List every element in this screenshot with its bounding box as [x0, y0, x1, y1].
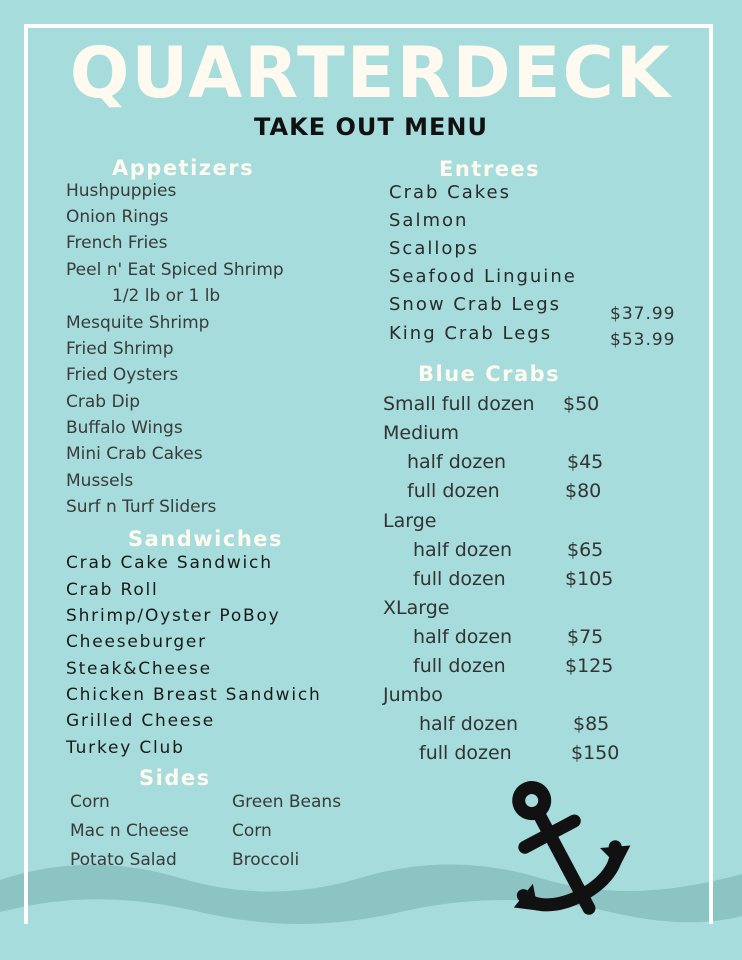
crab-full-label: full dozen: [413, 655, 506, 677]
appetizer-item-note: 1/2 lb or 1 lb: [112, 286, 221, 306]
crab-half-label: half dozen: [419, 713, 519, 735]
crab-small-price: $50: [563, 393, 600, 415]
crab-half-price: $45: [567, 451, 604, 473]
entree-item: Salmon: [389, 210, 469, 231]
appetizer-item: Crab Dip: [66, 392, 141, 412]
entree-price: $37.99: [610, 304, 676, 324]
side-item: Potato Salad: [70, 850, 177, 870]
appetizer-item: Surf n Turf Sliders: [66, 497, 217, 517]
appetizer-item: Mini Crab Cakes: [66, 444, 203, 464]
entree-item: Scallops: [389, 238, 480, 259]
crab-half-price: $65: [567, 539, 604, 561]
side-item: Mac n Cheese: [70, 821, 189, 841]
crab-half-label: half dozen: [413, 626, 513, 648]
entree-item: Snow Crab Legs: [389, 294, 562, 315]
sandwich-item: Crab Roll: [66, 580, 159, 600]
crab-half-price: $75: [567, 626, 604, 648]
entree-price: $53.99: [610, 330, 676, 350]
sandwich-item: Chicken Breast Sandwich: [66, 685, 322, 705]
crab-size-label: Jumbo: [383, 684, 443, 706]
appetizer-item: Mussels: [66, 471, 134, 491]
entree-item: Seafood Linguine: [389, 266, 577, 287]
appetizer-item: Onion Rings: [66, 207, 169, 227]
appetizers-heading: Appetizers: [112, 156, 255, 180]
crab-size-label: Medium: [383, 422, 459, 444]
sandwich-item: Grilled Cheese: [66, 711, 216, 731]
sides-heading: Sides: [139, 766, 211, 790]
crab-full-label: full dozen: [413, 568, 506, 590]
entrees-heading: Entrees: [439, 157, 541, 181]
appetizer-item: Fried Shrimp: [66, 339, 174, 359]
sandwich-item: Cheeseburger: [66, 632, 207, 652]
crab-full-label: full dozen: [407, 480, 500, 502]
appetizer-item: Mesquite Shrimp: [66, 313, 210, 333]
blue-crabs-heading: Blue Crabs: [418, 362, 561, 386]
appetizer-item: French Fries: [66, 233, 168, 253]
crab-full-label: full dozen: [419, 742, 512, 764]
crab-full-price: $125: [565, 655, 614, 677]
side-item: Green Beans: [232, 792, 342, 812]
side-item: Broccoli: [232, 850, 300, 870]
appetizer-item: Buffalo Wings: [66, 418, 183, 438]
crab-small-label: Small full dozen: [383, 393, 535, 415]
appetizer-item: Hushpuppies: [66, 181, 177, 201]
sandwich-item: Shrimp/Oyster PoBoy: [66, 606, 281, 626]
crab-size-label: Large: [383, 510, 437, 532]
sandwiches-heading: Sandwiches: [128, 527, 284, 551]
appetizer-item: Fried Oysters: [66, 365, 179, 385]
crab-size-label: XLarge: [383, 597, 450, 619]
appetizer-item: Peel n' Eat Spiced Shrimp: [66, 260, 284, 280]
restaurant-title: QUARTERDECK: [69, 32, 673, 114]
crab-half-price: $85: [573, 713, 610, 735]
sandwich-item: Steak&Cheese: [66, 659, 212, 679]
sandwich-item: Turkey Club: [66, 738, 185, 758]
sandwich-item: Crab Cake Sandwich: [66, 553, 273, 573]
menu-subtitle: TAKE OUT MENU: [254, 113, 488, 141]
crab-half-label: half dozen: [407, 451, 507, 473]
anchor-icon: [478, 770, 638, 930]
crab-full-price: $80: [565, 480, 602, 502]
crab-full-price: $150: [571, 742, 620, 764]
side-item: Corn: [70, 792, 110, 812]
side-item: Corn: [232, 821, 272, 841]
crab-full-price: $105: [565, 568, 614, 590]
crab-half-label: half dozen: [413, 539, 513, 561]
entree-item: Crab Cakes: [389, 182, 511, 203]
entree-item: King Crab Legs: [389, 323, 553, 344]
